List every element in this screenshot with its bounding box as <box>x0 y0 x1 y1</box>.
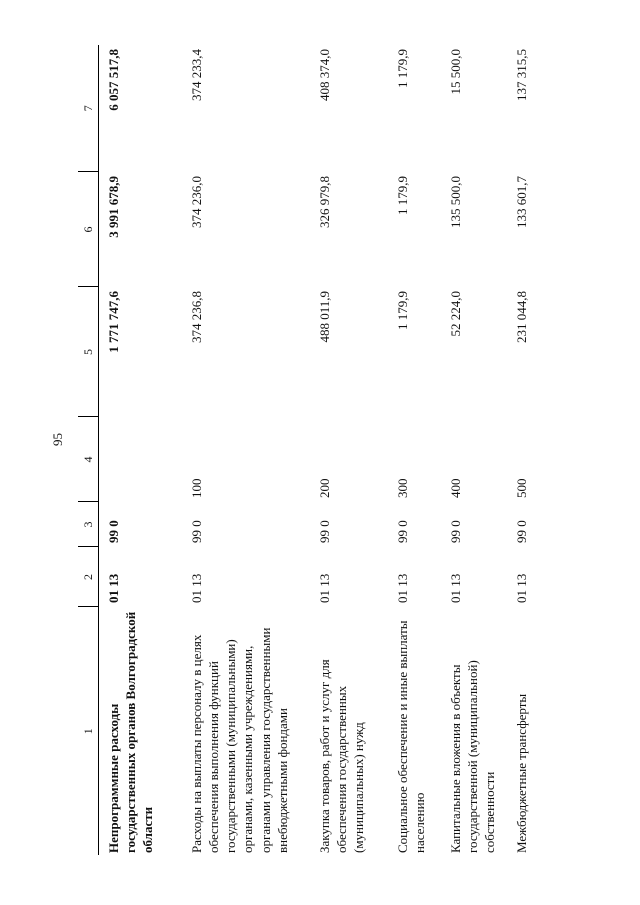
column-header: 6 <box>78 172 99 287</box>
amount-cell: 135 500,0 <box>448 176 463 228</box>
row-name-cell: Социальное обеспечение и иные выплаты населению <box>395 620 428 853</box>
section-code-cell: 01 13 <box>448 573 463 603</box>
target-code-cell: 99 0 <box>514 520 529 543</box>
budget-table-container <box>78 45 538 855</box>
budget-table <box>78 45 545 855</box>
row-name-cell: Закупка товаров, работ и услуг для обеспечения государственных (муниципальных) нужд <box>317 659 367 853</box>
target-code-cell: 99 0 <box>395 520 410 543</box>
section-code-cell: 01 13 <box>395 573 410 603</box>
table-row <box>310 45 388 855</box>
amount-cell: 1 179,9 <box>395 291 410 330</box>
table-header-row <box>78 45 99 855</box>
column-header: 3 <box>78 502 99 547</box>
section-code-cell: 01 13 <box>317 573 332 603</box>
amount-cell: 488 011,9 <box>317 291 332 343</box>
section-code-cell: 01 13 <box>189 573 204 603</box>
amount-cell: 1 179,9 <box>395 49 410 88</box>
amount-cell: 3 991 678,9 <box>106 176 121 238</box>
section-code-cell: 01 13 <box>514 573 529 603</box>
table-row <box>441 45 507 855</box>
amount-cell: 326 979,8 <box>317 176 332 228</box>
amount-cell: 133 601,7 <box>514 176 529 228</box>
amount-cell: 374 233,4 <box>189 49 204 101</box>
column-header: 1 <box>78 607 99 855</box>
table-row <box>182 45 310 855</box>
column-header: 5 <box>78 287 99 417</box>
amount-cell: 231 044,8 <box>514 291 529 343</box>
expense-type-cell: 400 <box>448 478 463 498</box>
amount-cell: 15 500,0 <box>448 49 463 95</box>
table-row <box>99 45 183 855</box>
expense-type-cell: 300 <box>395 478 410 498</box>
expense-type-cell: 100 <box>189 478 204 498</box>
row-name-cell: Капитальные вложения в объекты государственной (муниципальной) собственности <box>448 660 498 853</box>
page-number: 95 <box>50 433 65 446</box>
table-row <box>507 45 545 855</box>
amount-cell: 408 374,0 <box>317 49 332 101</box>
column-header: 2 <box>78 547 99 607</box>
row-name-cell: Непрограммные расходы государственных органов Волгоградской области <box>106 611 156 853</box>
expense-type-cell: 500 <box>514 478 529 498</box>
amount-cell: 374 236,0 <box>189 176 204 228</box>
column-header: 4 <box>78 417 99 502</box>
section-code-cell: 01 13 <box>106 573 121 603</box>
amount-cell: 137 315,5 <box>514 49 529 101</box>
expense-type-cell: 200 <box>317 478 332 498</box>
target-code-cell: 99 0 <box>317 520 332 543</box>
target-code-cell: 99 0 <box>106 520 121 543</box>
amount-cell: 52 224,0 <box>448 291 463 337</box>
column-header: 7 <box>78 45 99 172</box>
amount-cell: 1 771 747,6 <box>106 291 121 353</box>
amount-cell: 374 236,8 <box>189 291 204 343</box>
table-row <box>388 45 441 855</box>
row-name-cell: Расходы на выплаты персоналу в целях обеспечения выполнения функций государственными (муниципальными) органами, казенными учреждениями, органами управления государственными внебюджетными фондами <box>189 627 290 853</box>
row-name-cell: Межбюджетные трансферты <box>514 693 529 853</box>
target-code-cell: 99 0 <box>448 520 463 543</box>
expense-type-cell <box>99 417 183 502</box>
target-code-cell: 99 0 <box>189 520 204 543</box>
amount-cell: 6 057 517,8 <box>106 49 121 111</box>
amount-cell: 1 179,9 <box>395 176 410 215</box>
